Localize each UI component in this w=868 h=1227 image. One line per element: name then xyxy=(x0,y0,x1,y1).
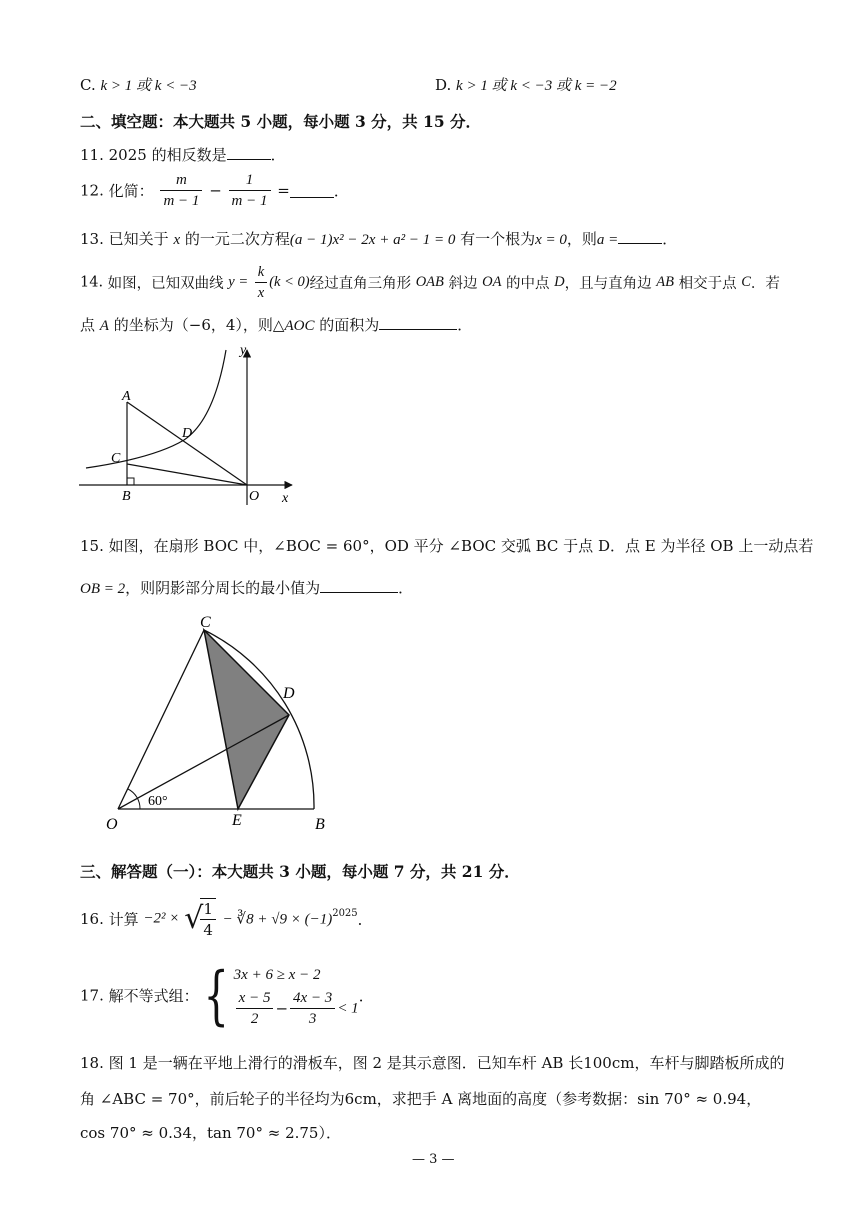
q13-end: ． xyxy=(662,230,678,248)
section-2-heading: 二、填空题：本大题共 5 小题，每小题 3 分，共 15 分． xyxy=(80,112,482,131)
q16-sqrt-fraction xyxy=(200,898,216,940)
q14-label-b: B xyxy=(122,489,131,504)
option-d xyxy=(435,74,617,95)
q14-label-a: A xyxy=(122,389,131,404)
q17-prefix: 解不等式组： xyxy=(108,987,199,1005)
q14-label-o: O xyxy=(249,489,260,504)
q17-system xyxy=(234,962,359,1029)
question-18-line-1 xyxy=(80,1052,784,1073)
q14-fraction-denominator: x xyxy=(257,285,265,301)
q12-minus: − xyxy=(209,181,222,200)
q11-end: ． xyxy=(270,146,286,164)
q14-term-oa: OA xyxy=(482,274,502,290)
q17-inequality-2 xyxy=(234,988,359,1029)
q16-sqrt-denominator: 4 xyxy=(203,921,213,939)
section-3-heading: 三、解答题（一）：本大题共 3 小题，每小题 7 分，共 21 分． xyxy=(80,862,520,881)
q13-number: 13. xyxy=(80,230,104,248)
q12-fraction-1 xyxy=(160,170,202,211)
q17-end: ． xyxy=(358,987,374,1005)
q12-end: ． xyxy=(333,182,349,200)
q15-given: OB = 2 xyxy=(80,581,126,597)
q16-exponent: 2025 xyxy=(332,908,358,919)
q16-end: ． xyxy=(357,910,373,929)
q14-label-c: C xyxy=(111,451,121,466)
q17-f1-denominator: 2 xyxy=(250,1011,259,1027)
q18-text-1: 图 1 是一辆在平地上滑行的滑板车，图 2 是其示意图．已知车杆 AB 长100cm，车杆与脚踏板所成的 xyxy=(108,1054,785,1072)
q17-f2-numerator: 4x − 3 xyxy=(290,988,335,1009)
q14-text-1g: ．若 xyxy=(750,276,780,292)
q13-text-3: 有一个根为 xyxy=(460,230,536,248)
q14-term-c: C xyxy=(741,274,751,290)
q17-minus: − xyxy=(275,999,289,1018)
q14-text-2a: 点 xyxy=(80,316,96,334)
q11-number: 11. xyxy=(80,146,104,164)
question-16 xyxy=(80,898,373,940)
q14-answer-blank[interactable] xyxy=(379,315,457,330)
q12-prefix: 化简： xyxy=(108,182,154,200)
q16-expression-a: −2² × xyxy=(143,910,180,927)
q13-text-1: 已知关于 xyxy=(108,230,169,248)
q14-number: 14. xyxy=(80,274,104,291)
q15-label-b: B xyxy=(315,816,325,833)
q17-fraction-1 xyxy=(236,988,274,1029)
q13-answer-blank[interactable] xyxy=(618,229,662,244)
q13-equation: (a − 1)x² − 2x + a² − 1 = 0 xyxy=(289,232,456,248)
q14-text-1f: 相交于点 xyxy=(678,276,737,292)
q12-f2-numerator: 1 xyxy=(229,170,271,191)
q15-label-c: C xyxy=(200,614,211,631)
q14-segment-oc xyxy=(127,464,247,485)
q17-inequality-1: 3x + 6 ≥ x − 2 xyxy=(233,967,321,983)
q14-text-1e: ，且与直角边 xyxy=(564,276,652,292)
option-c-label: C. xyxy=(80,76,96,94)
q15-text-1: 如图，在扇形 BOC 中，∠BOC = 60°，OD 平分 ∠BOC 交弧 BC 于点 D．点 E 为半径 OB 上一动点若 xyxy=(108,537,814,555)
q14-side-oa xyxy=(127,402,247,485)
q14-label-d: D xyxy=(182,426,193,441)
q17-fraction-2 xyxy=(290,988,335,1029)
option-c xyxy=(80,74,197,95)
q15-shaded-region xyxy=(204,630,289,809)
q12-answer-blank[interactable] xyxy=(290,183,334,198)
q14-end: ． xyxy=(457,316,473,334)
q16-prefix: 计算 xyxy=(108,910,139,929)
q17-f2-denominator: 3 xyxy=(308,1011,317,1027)
q14-text-2b: 的坐标为（−6，4），则△ xyxy=(113,316,285,334)
question-14-line-1 xyxy=(80,262,780,303)
q15-text-2: ，则阴影部分周长的最小值为 xyxy=(125,579,321,597)
q15-angle-arc xyxy=(128,789,140,809)
q15-label-o: O xyxy=(106,816,118,833)
q16-radical-sign: √ xyxy=(184,901,204,936)
q12-fraction-2 xyxy=(229,170,271,211)
q13-var: x xyxy=(173,232,181,248)
question-18-line-3: cos 70° ≈ 0.34，tan 70° ≈ 2.75）． xyxy=(80,1124,341,1142)
q14-term-oab: OAB xyxy=(415,274,444,290)
question-12 xyxy=(80,170,349,211)
q13-text-4: ，则 xyxy=(566,230,597,248)
q17-number: 17. xyxy=(80,986,104,1005)
q17-f1-numerator: x − 5 xyxy=(236,988,274,1009)
question-14-line-2 xyxy=(80,314,472,335)
question-18-line-2: 角 ∠ABC = 70°，前后轮子的半径均为6cm，求把手 A 离地面的高度（参考数据：sin 70° ≈ 0.94， xyxy=(80,1090,762,1108)
q12-f1-numerator: m xyxy=(160,170,202,191)
question-11 xyxy=(80,144,286,165)
page-number: — 3 — xyxy=(412,1152,455,1167)
q14-text-1b: 经过直角三角形 xyxy=(309,276,412,292)
q17-brace: { xyxy=(203,958,229,1033)
question-17 xyxy=(80,958,374,1033)
q11-text: 2025 的相反数是 xyxy=(108,146,227,164)
q15-label-d: D xyxy=(283,685,295,702)
q14-term-a: A xyxy=(99,318,109,334)
q15-figure xyxy=(100,605,350,840)
q14-function-fraction xyxy=(255,262,267,303)
q14-text-1c: 斜边 xyxy=(448,276,478,292)
q15-radius-oc xyxy=(118,630,204,809)
question-13 xyxy=(80,228,677,249)
q14-hyperbola xyxy=(86,350,226,468)
q12-number: 12. xyxy=(80,181,104,200)
q14-function-lhs: y = xyxy=(228,274,249,290)
q17-tail: < 1 xyxy=(337,1000,359,1017)
q12-equals: = xyxy=(277,181,290,200)
q14-text-1d: 的中点 xyxy=(506,276,550,292)
q14-label-y: y xyxy=(240,343,247,358)
q15-end: ． xyxy=(398,579,414,597)
q14-fraction-numerator: k xyxy=(255,262,267,283)
q15-answer-blank[interactable] xyxy=(320,578,398,593)
q14-figure xyxy=(74,340,304,510)
q14-term-ab: AB xyxy=(656,274,674,290)
q16-expression-b: − ∛8 + √9 × (−1) xyxy=(222,911,333,928)
q14-term-aoc: AOC xyxy=(284,318,315,334)
q14-term-d: D xyxy=(554,274,565,290)
q14-right-angle-mark xyxy=(127,478,134,485)
q15-angle-label: 60° xyxy=(148,794,168,809)
q13-text-2: 的一元二次方程 xyxy=(184,230,290,248)
q13-ask: a = xyxy=(596,232,619,248)
q18-number: 18. xyxy=(80,1054,104,1072)
q13-root: x = 0 xyxy=(535,232,567,248)
q12-f2-denominator: m − 1 xyxy=(231,193,268,209)
question-15-line-1 xyxy=(80,535,813,556)
q12-f1-denominator: m − 1 xyxy=(163,193,200,209)
q16-number: 16. xyxy=(80,910,104,928)
q14-text-1a: 如图，已知双曲线 xyxy=(107,276,224,292)
option-d-label: D. xyxy=(435,76,452,94)
q11-answer-blank[interactable] xyxy=(227,145,271,160)
question-15-line-2 xyxy=(80,577,413,598)
q15-number: 15. xyxy=(80,537,104,555)
q14-function-condition: (k < 0) xyxy=(269,274,310,290)
q16-sqrt-numerator: 1 xyxy=(200,899,216,920)
option-d-expr: k > 1 或 k < −3 或 k = −2 xyxy=(456,78,617,94)
q14-label-x: x xyxy=(282,491,289,506)
q15-label-e: E xyxy=(232,812,242,829)
q14-text-2c: 的面积为 xyxy=(319,316,380,334)
option-c-expr: k > 1 或 k < −3 xyxy=(100,78,197,94)
